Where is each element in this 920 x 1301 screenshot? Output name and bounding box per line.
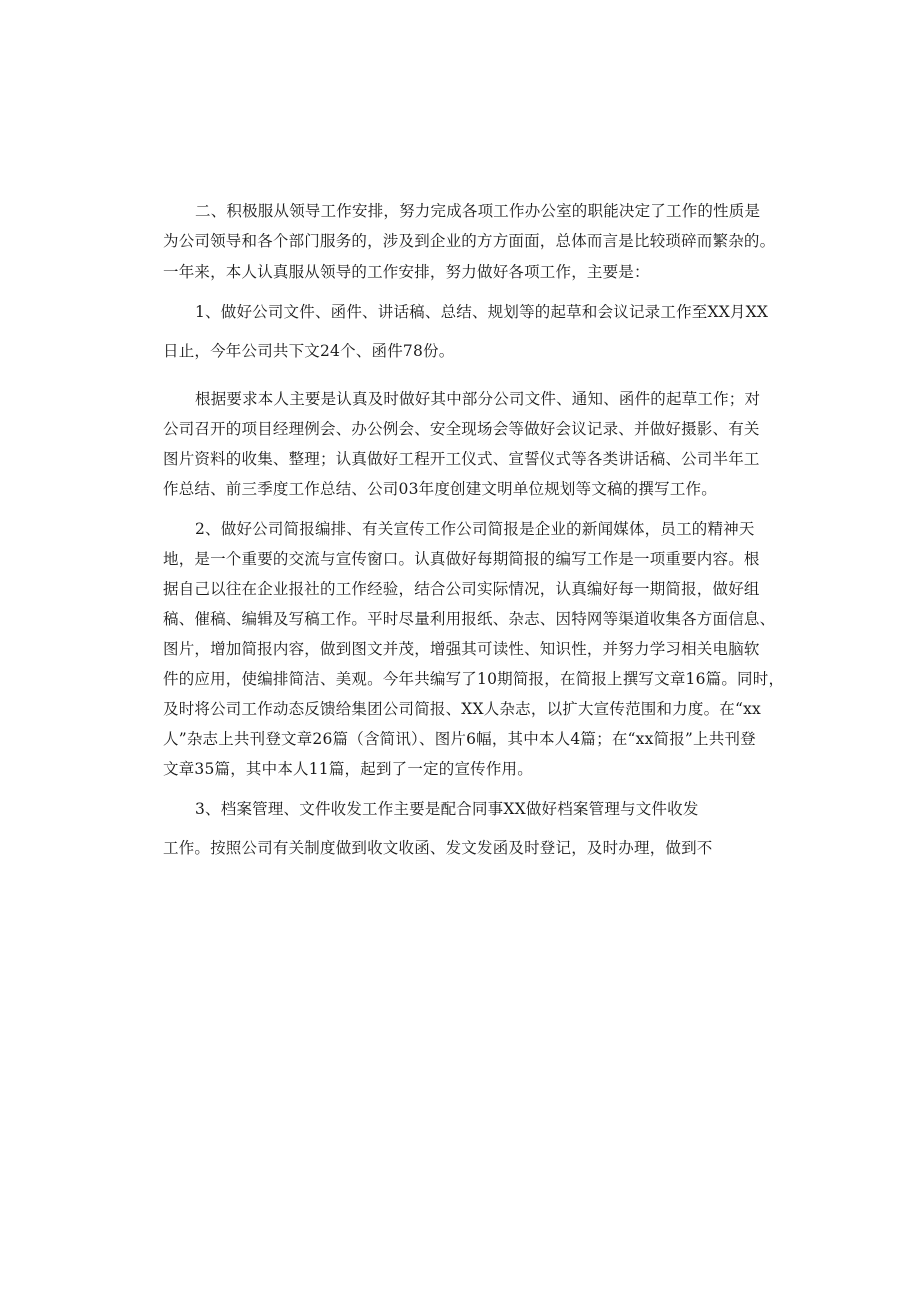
item-3-line-2: 工作。按照公司有关制度做到收文收函、发文发函及时登记，及时办理，做到不 xyxy=(163,839,713,857)
paragraph-2-line-2: 公司召开的项目经理例会、办公例会、安全现场会等做好会议记录、并做好摄影、有关 xyxy=(163,420,760,438)
item-2-line-2: 地，是一个重要的交流与宣传窗口。认真做好每期简报的编写工作是一项重要内容。根 xyxy=(163,550,760,568)
item-3-line-1: 3、档案管理、文件收发工作主要是配合同事XX做好档案管理与文件收发 xyxy=(195,800,699,818)
item-2-line-6: 件的应用，使编排简洁、美观。今年共编写了10期简报，在简报上撰写文章16篇。同时， xyxy=(163,670,785,688)
item-1-line-2: 日止，今年公司共下文24个、函件78份。 xyxy=(163,342,455,360)
item-2-line-7: 及时将公司工作动态反馈给集团公司简报、XX人杂志，以扩大宣传范围和力度。在“xx xyxy=(163,700,761,718)
item-2-line-3: 据自己以往在企业报社的工作经验，结合公司实际情况，认真编好每一期简报，做好组 xyxy=(163,580,760,598)
paragraph-2-line-1: 根据要求本人主要是认真及时做好其中部分公司文件、通知、函件的起草工作；对 xyxy=(195,390,761,408)
paragraph-2-line-4: 作总结、前三季度工作总结、公司03年度创建文明单位规划等文稿的撰写工作。 xyxy=(163,480,717,498)
item-1-line-1: 1、做好公司文件、函件、讲话稿、总结、规划等的起草和会议记录工作至XX月XX xyxy=(195,303,769,321)
paragraph-1-line-3: 一年来，本人认真服从领导的工作安排，努力做好各项工作，主要是： xyxy=(163,263,650,281)
paragraph-1-line-1: 二、积极服从领导工作安排，努力完成各项工作办公室的职能决定了工作的性质是 xyxy=(195,202,761,220)
paragraph-1-line-2: 为公司领导和各个部门服务的，涉及到企业的方方面面，总体而言是比较琐碎而繁杂的。 xyxy=(163,232,776,250)
item-2-line-9: 文章35篇，其中本人11篇，起到了一定的宣传作用。 xyxy=(163,760,533,778)
item-2-line-1: 2、做好公司简报编排、有关宣传工作公司简报是企业的新闻媒体，员工的精神天 xyxy=(195,520,755,538)
item-2-line-4: 稿、催稿、编辑及写稿工作。平时尽量利用报纸、杂志、因特网等渠道收集各方面信息、 xyxy=(163,610,776,628)
item-2-line-5: 图片，增加简报内容，做到图文并茂，增强其可读性、知识性，并努力学习相关电脑软 xyxy=(163,640,760,658)
paragraph-2-line-3: 图片资料的收集、整理；认真做好工程开工仪式、宣誓仪式等各类讲话稿、公司半年工 xyxy=(163,450,760,468)
item-2-line-8: 人”杂志上共刊登文章26篇（含简讯）、图片6幅，其中本人4篇；在“xx简报”上共刊登 xyxy=(163,730,756,748)
